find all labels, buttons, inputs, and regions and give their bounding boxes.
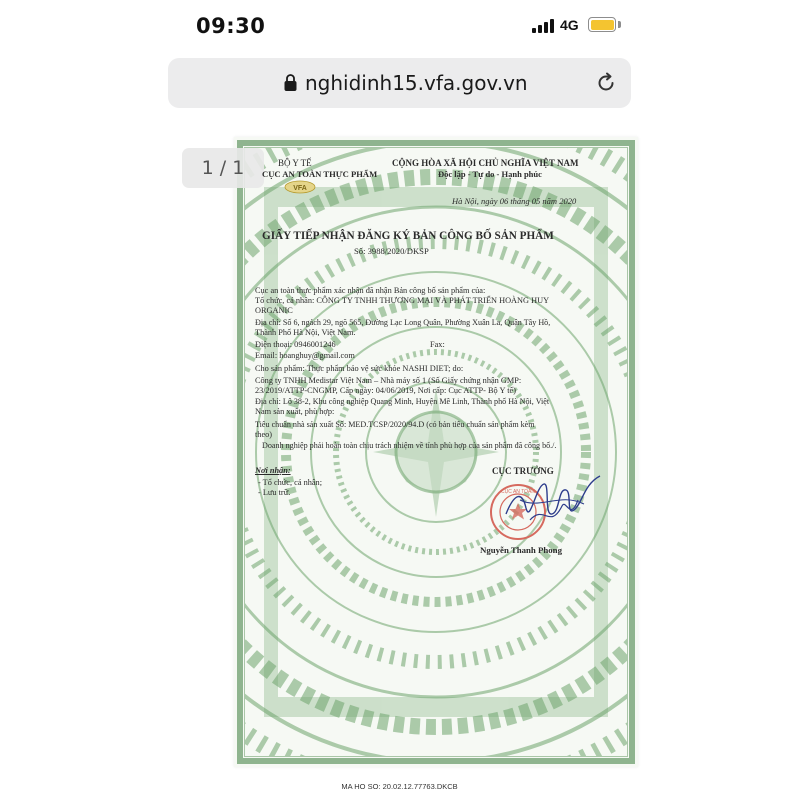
reload-icon[interactable]	[595, 72, 617, 94]
battery-cap	[618, 21, 621, 28]
svg-text:CỤC AN TOÀN: CỤC AN TOÀN	[501, 489, 535, 495]
recipient-2: - Lưu trữ.	[258, 488, 291, 497]
motto: Độc lập - Tự do - Hạnh phúc	[438, 169, 542, 179]
body-line-9: Công ty TNHH Medistar Việt Nam – Nhà máy số 1 (Số Giấy chứng nhận GMP:	[255, 376, 522, 385]
status-bar	[0, 0, 800, 54]
signer-title: CỤC TRƯỞNG	[492, 466, 554, 476]
page-counter: 1 / 1	[182, 148, 264, 188]
status-time: 09:30	[196, 14, 266, 38]
network-type-label: 4G	[560, 17, 579, 33]
body-line-12: Nam sản xuất, phù hợp:	[255, 407, 335, 416]
body-line-15: Doanh nghiệp phải hoàn toàn chịu trách nhiệm về tính phù hợp của sản phẩm đã công bố./.	[262, 441, 557, 450]
agency-line2: CỤC AN TOÀN THỰC PHẨM	[262, 169, 378, 179]
signature-icon	[500, 470, 610, 540]
body-line-2: Tổ chức, cá nhân: CÔNG TY TNHH THƯƠNG MẠI VÀ PHÁT TRIỂN HOÀNG HUY	[255, 296, 550, 305]
vfa-logo-icon	[284, 180, 316, 194]
republic-header: CỘNG HÒA XÃ HỘI CHỦ NGHĨA VIỆT NAM	[392, 158, 579, 168]
body-line-1: Cục an toàn thực phẩm xác nhận đã nhận Bản công bố sản phẩm của:	[255, 286, 486, 295]
fax-label: Fax:	[430, 340, 445, 349]
body-line-6: Điện thoại: 0946001246	[255, 340, 336, 349]
body-line-5: Thành Phố Hà Nội, Việt Nam.	[255, 328, 356, 337]
signal-strength-icon	[532, 17, 554, 33]
date-line: Hà Nội, ngày 06 tháng 05 năm 2020	[452, 196, 577, 206]
agency-line1: BỘ Y TẾ	[278, 158, 312, 168]
body-line-10: 23/2019/ATTP-CNGMP, Cấp ngày: 04/06/2019, Nơi cấp: Cục ATTP- Bộ Y tế)	[255, 386, 516, 395]
recipients-label: Nơi nhận:	[255, 466, 291, 475]
recipient-1: - Tổ chức, cá nhân;	[258, 478, 323, 487]
body-line-11: Địa chỉ: Lô 38-2, Khu công nghiệp Quang Minh, Huyện Mê Linh, Thành phố Hà Nội, Việt	[255, 397, 550, 406]
body-line-14: theo)	[255, 430, 273, 439]
document-number: Số: 3988/2020/DKSP	[354, 246, 429, 256]
pdf-viewer[interactable]	[168, 120, 631, 800]
body-line-13: Tiêu chuẩn nhà sản xuất Số: MED.TCSP/2020/94.D (có bản tiêu chuẩn sản phẩm kèm	[255, 420, 535, 429]
body-line-4: Địa chỉ: Số 6, ngách 29, ngõ 565, Đường Lạc Long Quân, Phường Xuân La, Quận Tây Hồ,	[255, 318, 551, 327]
body-line-7: Email: hoanghuy@gmail.com	[255, 351, 355, 360]
svg-text:VFA: VFA	[293, 185, 307, 192]
address-bar[interactable]	[168, 58, 631, 108]
lock-icon	[284, 73, 297, 92]
url-text[interactable]: nghidinh15.vfa.gov.vn	[305, 71, 528, 95]
document-footer: MA HO SO: 20.02.12.77763.DKCB	[341, 782, 458, 791]
body-line-3: ORGANIC	[255, 306, 293, 315]
document-title: GIẤY TIẾP NHẬN ĐĂNG KÝ BẢN CÔNG BỐ SẢN PHẨM	[262, 230, 554, 242]
body-line-8: Cho sản phẩm: Thực phẩm bảo vệ sức khỏe NASHI DIET; do:	[255, 364, 464, 373]
signer-name: Nguyễn Thanh Phong	[480, 545, 562, 555]
battery-icon	[588, 17, 616, 32]
